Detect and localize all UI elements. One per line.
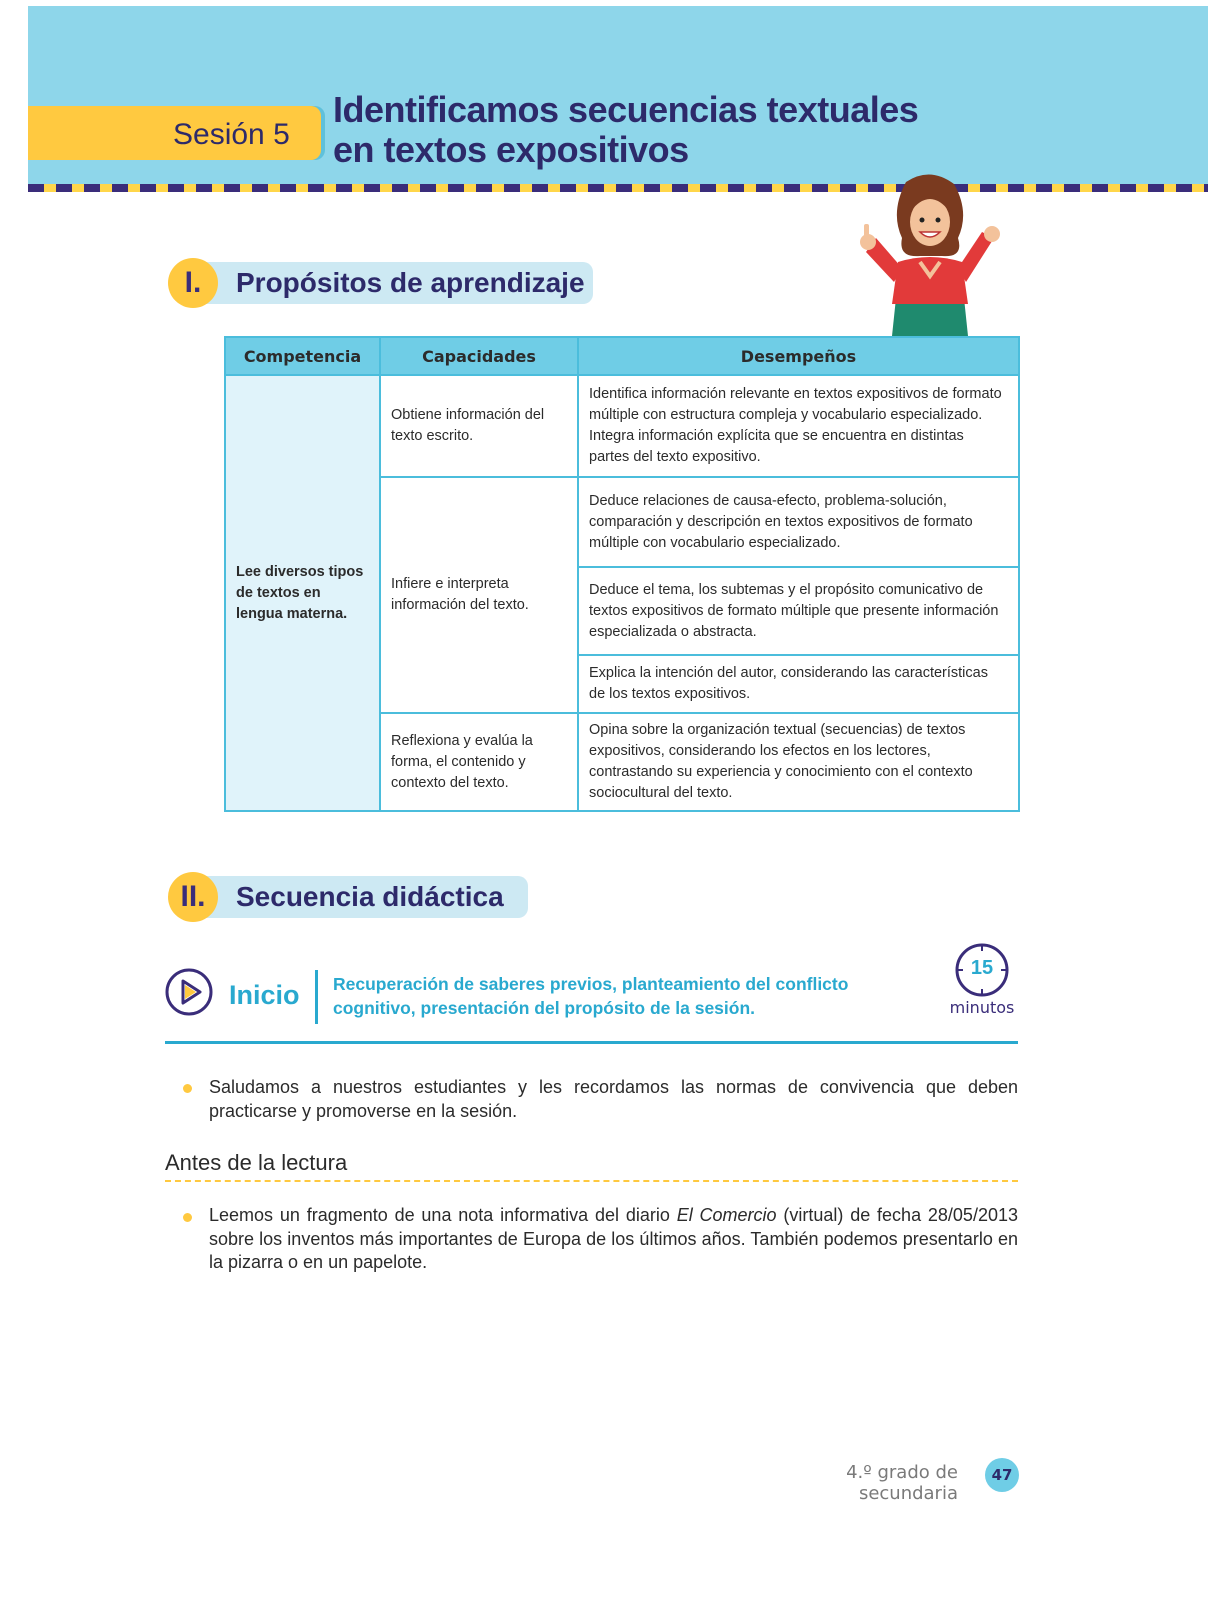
page-title-line1: Identificamos secuencias textuales (333, 89, 919, 130)
session-label: Sesión 5 (173, 118, 290, 151)
antes-heading: Antes de la lectura (165, 1150, 348, 1175)
section-1-title: Propósitos de aprendizaje (236, 267, 585, 298)
paragraph-greeting: Saludamos a nuestros estudiantes y les recordamos las normas de convivencia que deben practicarse y promoverse en la sesión. (209, 1077, 1018, 1121)
session-header (28, 6, 1208, 192)
header-capacidades: Capacidades (380, 337, 578, 375)
desempeno-cell: Deduce relaciones de causa-efecto, problema-solución, comparación y descripción en textos expositivos de formato múltiple con vocabulario especializado. (578, 477, 1019, 567)
table-row (225, 375, 1019, 477)
newspaper-name: El Comercio (676, 1205, 777, 1225)
capacidad-cell: Reflexiona y evalúa la forma, el contenido y contexto del texto. (380, 713, 578, 811)
page-title-line2: en textos expositivos (333, 129, 689, 170)
header-competencia: Competencia (225, 337, 380, 375)
session-label-tab (28, 106, 321, 160)
inicio-label: Inicio (229, 980, 300, 1010)
play-icon (165, 968, 213, 1016)
section-2-numeral: II. (168, 872, 218, 922)
section-1-numeral: I. (168, 258, 218, 308)
table-header-row (225, 337, 1019, 375)
bullet-dot (183, 1084, 192, 1093)
capacidad-cell: Infiere e interpreta información del texto. (380, 477, 578, 713)
grade-label: 4.º grado de secundaria (846, 1462, 958, 1504)
desempeno-cell: Explica la intención del autor, considerando las características de los textos expositivos. (578, 655, 1019, 713)
minutes-value: 15 (970, 957, 994, 979)
desempeno-cell: Identifica información relevante en textos expositivos de formato múltiple con estructura compleja y vocabulario especializado. Integra información explícita que se encuentra en distintas partes del texto expositivo. (578, 375, 1019, 477)
inicio-divider (315, 970, 318, 1024)
page-number: 47 (985, 1458, 1019, 1492)
page-title (333, 90, 918, 170)
section-2-title: Secuencia didáctica (236, 881, 504, 912)
competencies-table (224, 336, 1020, 812)
inicio-block (165, 940, 1018, 1044)
dashed-border (28, 184, 1208, 192)
capacidad-cell: Obtiene información del texto escrito. (380, 375, 578, 477)
desempeno-cell: Deduce el tema, los subtemas y el propósito comunicativo de textos expositivos de formato múltiple que presente información especializada o abstracta. (578, 567, 1019, 655)
inicio-description: Recuperación de saberes previos, planteamiento del conflicto cognitivo, presentación del propósito de la sesión. (333, 974, 849, 1018)
bullet-dot (183, 1213, 192, 1222)
minutes-label: minutos (949, 998, 1015, 1017)
dashed-divider (165, 1180, 1018, 1182)
teacher-illustration (846, 172, 1014, 336)
section-2-header (168, 876, 528, 918)
section-1-header (168, 262, 593, 304)
reading-text-after: (virtual) de fecha 28/05/2013 sobre los inventos más importantes de Europa de los últimos años. También podemos presentarlo en la pizarra o en un papelote. (209, 1205, 1018, 1272)
reading-text-before: Leemos un fragmento de una nota informativa del diario (209, 1205, 677, 1225)
inicio-underline (165, 1041, 1018, 1044)
desempeno-cell: Opina sobre la organización textual (secuencias) de textos expositivos, considerando los efectos en los lectores, contrastando su experiencia y conocimiento con el contexto sociocultural del texto. (578, 713, 1019, 811)
header-desempenos: Desempeños (578, 337, 1019, 375)
paragraph-reading (209, 1204, 1018, 1275)
competencia-cell: Lee diversos tipos de textos en lengua materna. (225, 375, 380, 811)
